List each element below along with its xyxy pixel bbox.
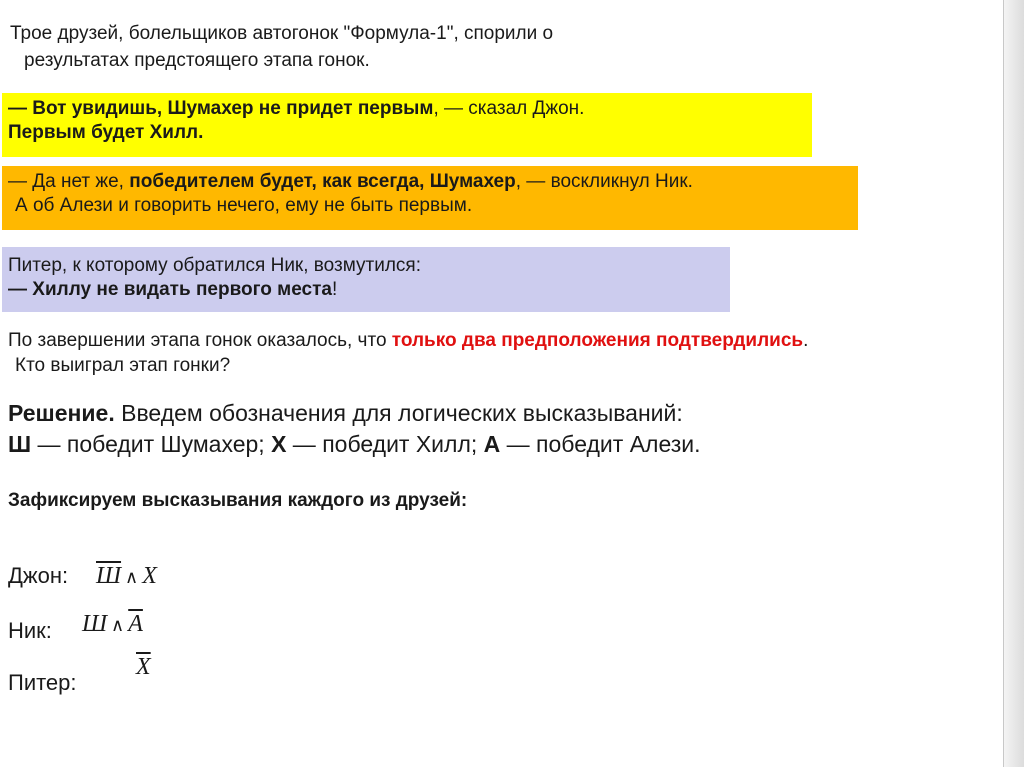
nick-plain-2: , — воскликнул Ник. (515, 171, 693, 192)
var-a-text: — победит Алези. (500, 431, 701, 457)
and-symbol: ∧ (111, 615, 125, 635)
intro-line-1: Трое друзей, болельщиков автогонок "Формула-1", спорили о (10, 23, 554, 44)
result-question: Кто выиграл этап гонки? (15, 355, 231, 376)
result-end: . (803, 330, 809, 351)
nick-plain-1: — Да нет же, (8, 171, 130, 192)
result-highlight: только два предположения подтвердились (391, 330, 804, 351)
nick-line-2: А об Алези и говорить нечего, ему не быть первым. (15, 195, 473, 216)
sh-var: Ш (82, 611, 108, 637)
var-x-text: — победит Хилл; (286, 431, 484, 457)
john-formula (96, 563, 157, 590)
peter-formula (136, 654, 151, 681)
fix-heading: Зафиксируем высказывания каждого из друзей: (8, 490, 468, 511)
solution-text (8, 398, 998, 460)
john-bold-2: Первым будет Хилл. (8, 122, 204, 143)
not-sh: Ш (96, 563, 122, 589)
var-x: Х (271, 431, 287, 457)
nick-formula (82, 611, 143, 638)
peter-line-1: Питер, к которому обратился Ник, возмутился: (8, 255, 421, 276)
x-var: X (142, 563, 157, 589)
john-statement-box (2, 93, 812, 157)
john-plain-1: , — сказал Джон. (433, 98, 585, 119)
intro-line-2: результатах предстоящего этапа гонок. (24, 50, 370, 71)
peter-bold: — Хиллу не видать первого места (8, 279, 332, 300)
nick-bold-1: победителем будет, как всегда, Шумахер (129, 171, 516, 192)
nick-label: Ник: (8, 618, 52, 643)
peter-end: ! (331, 279, 338, 300)
var-sh-text: — победит Шумахер; (31, 431, 272, 457)
page-shadow (1004, 0, 1024, 767)
not-x: $\overline{X}$ (136, 654, 151, 680)
peter-statement-box (2, 247, 730, 312)
john-label: Джон: (8, 563, 69, 588)
nick-statement-box (2, 166, 858, 230)
solution-intro: Введем обозначения для логических высказываний: (114, 400, 683, 426)
john-bold-1: — Вот увидишь, Шумахер не придет первым (8, 98, 434, 119)
var-a: А (483, 431, 501, 457)
result-text (8, 328, 1008, 378)
peter-label: Питер: (8, 670, 77, 695)
solution-heading: Решение. (8, 400, 115, 426)
and-symbol: ∧ (125, 567, 139, 587)
var-sh: Ш (8, 431, 32, 457)
intro-text (10, 20, 910, 74)
result-plain: По завершении этапа гонок оказалось, что (8, 330, 392, 351)
not-a: $\overline{A}$ (128, 611, 143, 637)
